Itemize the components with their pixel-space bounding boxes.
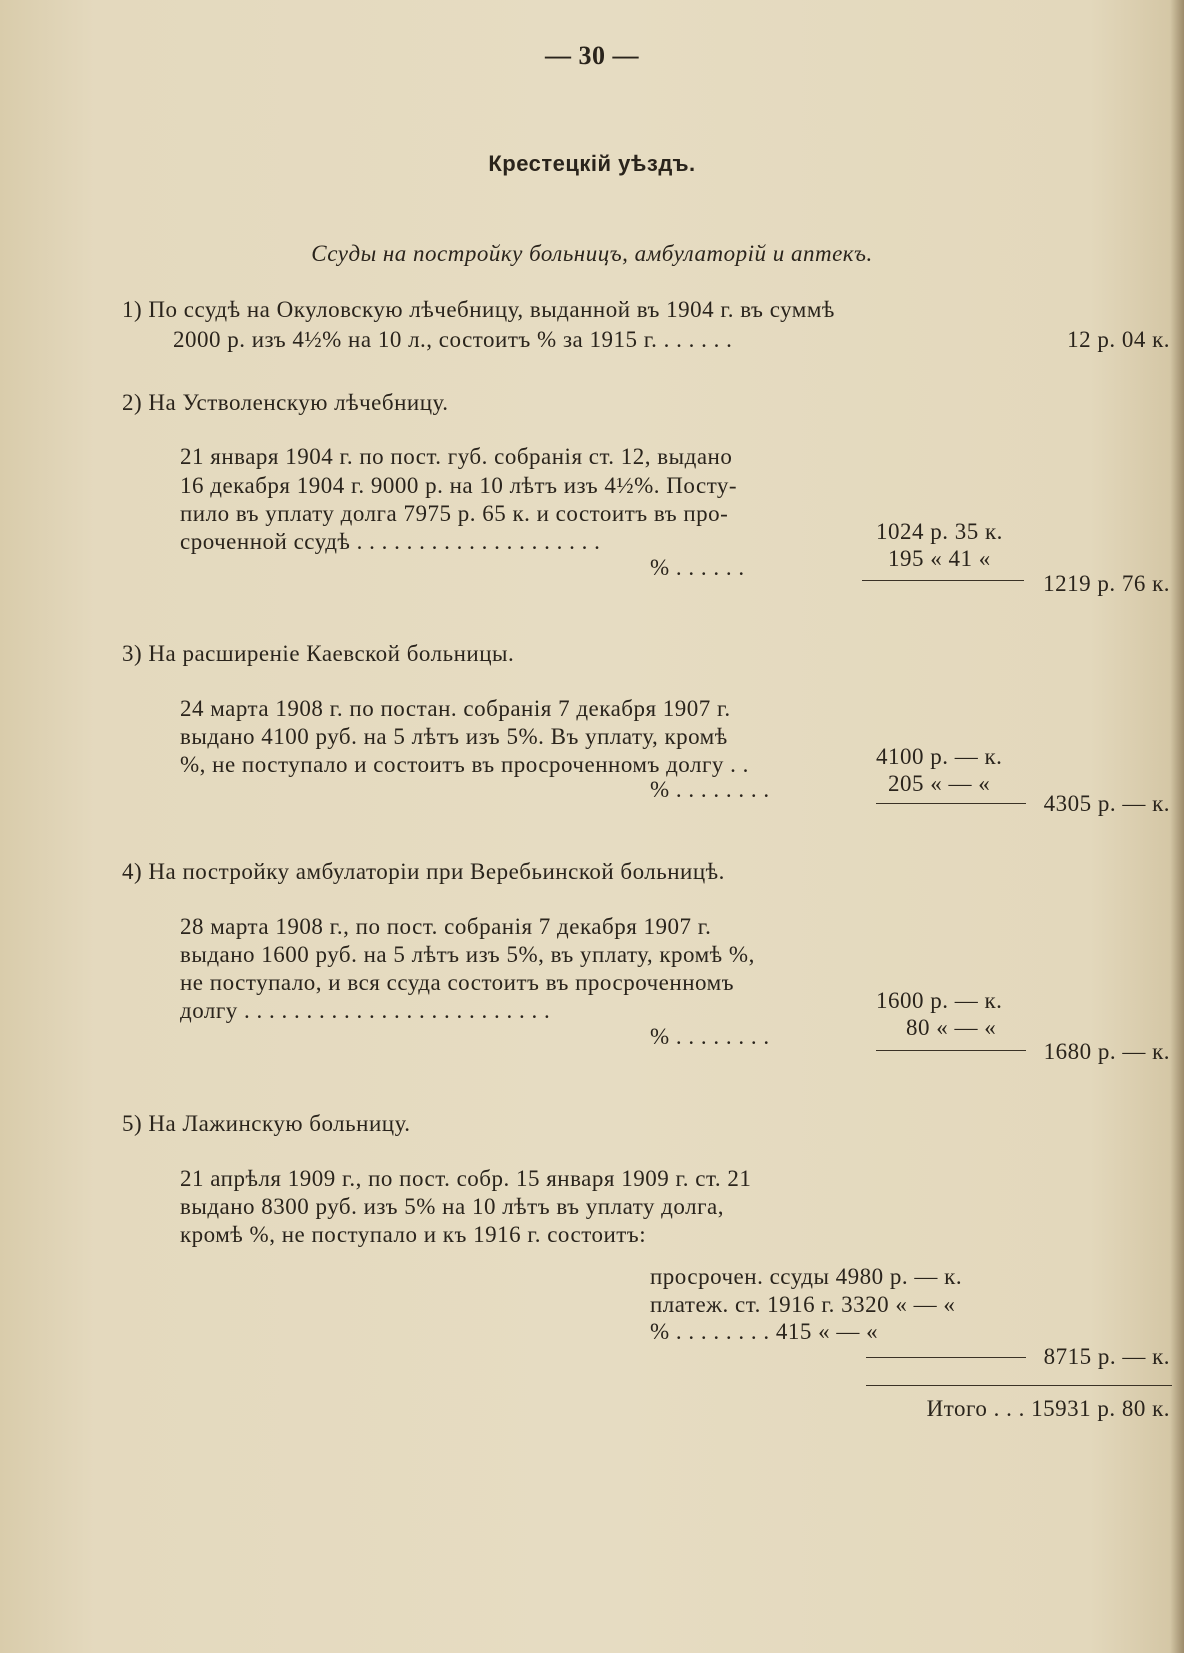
item-2-line-2: 16 декабря 1904 г. 9000 р. на 10 лѣтъ изъ 4½%. Посту-	[180, 473, 738, 498]
district-title: Крестецкій уѣздъ.	[488, 151, 696, 176]
item-5-line-3: кромѣ %, не поступало и къ 1916 г. состоитъ:	[180, 1222, 647, 1247]
item-4-total: 1680 р. — к.	[1043, 1039, 1170, 1064]
item-1-line-2: 2000 р. изъ 4½% на 10 л., состоитъ % за 1915 г. . . . . . .	[173, 327, 733, 352]
item-2-line-4: сроченной ссудѣ . . . . . . . . . . . . . . . . . . . .	[180, 529, 601, 554]
item-4-amount-2: 80 « — «	[906, 1015, 997, 1040]
item-2-line-3: пило въ уплату долга 7975 р. 65 к. и состоитъ въ про-	[180, 501, 729, 526]
item-3-line-3: %, не поступало и состоитъ въ просроченномъ долгу . .	[180, 752, 749, 777]
item-3-amount-2: 205 « — «	[888, 771, 991, 796]
item-2-amount-1: 1024 р. 35 к.	[876, 519, 1003, 544]
grand-total: Итого . . . 15931 р. 80 к.	[926, 1396, 1170, 1421]
item-5-overdue-loan: просрочен. ссуды 4980 р. — к.	[650, 1264, 963, 1289]
section-subtitle: Ссуды на постройку больницъ, амбулаторій и аптекъ.	[311, 241, 873, 266]
grand-total-rule	[866, 1385, 1172, 1386]
item-5-total: 8715 р. — к.	[1043, 1344, 1170, 1369]
item-4-line-1: 28 марта 1908 г., по пост. собранія 7 декабря 1907 г.	[180, 914, 712, 939]
item-3-amount-1: 4100 р. — к.	[876, 744, 1003, 769]
item-1-total: 12 р. 04 к.	[1067, 327, 1170, 352]
item-1-heading: 1) По ссудѣ на Окуловскую лѣчебницу, выданной въ 1904 г. въ суммѣ	[122, 297, 835, 322]
item-3-line-1: 24 марта 1908 г. по постан. собранія 7 декабря 1907 г.	[180, 696, 731, 721]
item-5-payments-1916: платеж. ст. 1916 г. 3320 « — «	[650, 1292, 956, 1317]
item-4-line-4: долгу . . . . . . . . . . . . . . . . . . . . . . . . .	[180, 998, 551, 1023]
item-5-line-1: 21 апрѣля 1909 г., по пост. собр. 15 января 1909 г. ст. 21	[180, 1166, 752, 1191]
item-3-total: 4305 р. — к.	[1043, 791, 1170, 816]
item-4-line-3: не поступало, и вся ссуда состоитъ въ просроченномъ	[180, 970, 735, 995]
item-3-line-2: выдано 4100 руб. на 5 лѣтъ изъ 5%. Въ уплату, кромѣ	[180, 724, 728, 749]
item-2-amount-2: 195 « 41 «	[888, 546, 991, 571]
item-4-heading: 4) На постройку амбулаторіи при Веребьинской больницѣ.	[122, 859, 725, 884]
page-number: — 30 —	[545, 41, 639, 70]
item-5-line-2: выдано 8300 руб. изъ 5% на 10 лѣтъ въ уплату долга,	[180, 1194, 724, 1219]
item-4-amount-1: 1600 р. — к.	[876, 988, 1003, 1013]
item-4-line-2: выдано 1600 руб. на 5 лѣтъ изъ 5%, въ уплату, кромѣ %,	[180, 942, 755, 967]
item-3-heading: 3) На расширеніе Каевской больницы.	[122, 641, 515, 666]
item-2-line-1: 21 января 1904 г. по пост. губ. собранія ст. 12, выдано	[180, 444, 733, 469]
item-2-heading: 2) На Устволенскую лѣчебницу.	[122, 390, 449, 415]
item-5-percent: % . . . . . . . . 415 « — «	[650, 1319, 879, 1344]
item-5-heading: 5) На Лажинскую больницу.	[122, 1111, 411, 1136]
item-2-percent-line: % . . . . . .	[650, 555, 745, 580]
item-2-total: 1219 р. 76 к.	[1043, 571, 1170, 596]
item-4-percent-line: % . . . . . . . .	[650, 1024, 770, 1049]
item-3-percent-line: % . . . . . . . .	[650, 777, 770, 802]
